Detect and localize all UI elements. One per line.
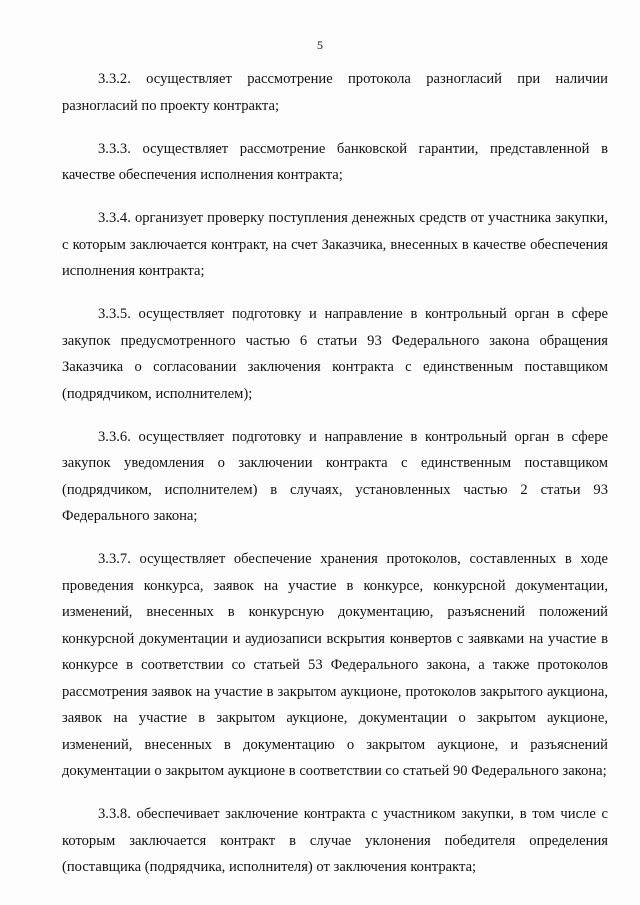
paragraph-3-3-3: 3.3.3. осуществляет рассмотрение банковской гарантии, представленной в качестве обеспечения исполнения контракта; — [62, 140, 608, 183]
paragraph-3-3-7: 3.3.7. осуществляет обеспечение хранения протоколов, составленных в ходе проведения конкурса, заявок на участие в конкурсе, конкурсной документации, изменений, внесенных в конкурсную документацию, разъяснений положений конкурсной документации и аудиозаписи вскрытия конвертов с заявками на участие в конкурсе в соответствии со статьей 53 Федерального закона, а также протоколов рассмотрения заявок на участие в закрытом аукционе, протоколов закрытого аукциона, заявок на участие в закрытом аукционе, документации о закрытом аукционе, изменений, внесенных в документацию о закрытом аукционе, и разъяснений документации о закрытом аукционе в соответствии со статьей 90 Федерального закона; — [62, 551, 608, 779]
paragraph-3-3-6: 3.3.6. осуществляет подготовку и направление в контрольный орган в сфере закупок уведомления о заключении контракта с единственным поставщиком (подрядчиком, исполнителем) в случаях, установленных частью 2 статьи 93 Федерального закона; — [62, 428, 608, 524]
paragraph-3-3-5: 3.3.5. осуществляет подготовку и направление в контрольный орган в сфере закупок предусмотренного частью 6 статьи 93 Федерального закона обращения Заказчика о согласовании заключения контракта с единственным поставщиком (подрядчиком, исполнителем); — [62, 306, 608, 402]
paragraph-3-3-2: 3.3.2. осуществляет рассмотрение протокола разногласий при наличии разногласий по проекту контракта; — [62, 71, 608, 114]
paragraph-3-3-8: 3.3.8. обеспечивает заключение контракта с участником закупки, в том числе с которым заключается контракт в случае уклонения победителя определения (поставщика (подрядчика, исполнителя) от заключения контракта; — [62, 806, 608, 875]
paragraph-3-3-4: 3.3.4. организует проверку поступления денежных средств от участника закупки, с которым заключается контракт, на счет Заказчика, внесенных в качестве обеспечения исполнения контракта; — [62, 210, 608, 279]
document-body — [62, 66, 608, 897]
page-number: 5 — [317, 38, 323, 52]
